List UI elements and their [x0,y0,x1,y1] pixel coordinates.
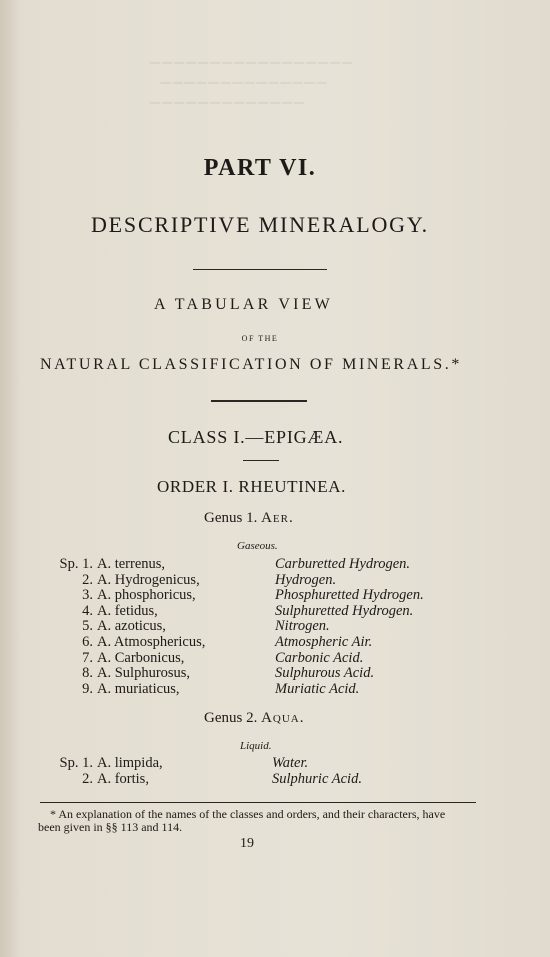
species-number: 2. [82,571,93,588]
species-number: Sp. 1. [59,556,93,572]
species-latin: A. fetidus, [97,602,158,619]
species-english: Water. [272,755,309,771]
species-number: 2. [82,771,93,787]
divider-rule [211,400,307,402]
state-label: Gaseous. [237,540,278,552]
species-english: Nitrogen. [275,618,330,635]
divider-rule [193,269,327,270]
species-english: Atmospheric Air. [275,634,373,650]
species-english: Sulphuric Acid. [272,771,362,787]
species-english: Sulphuretted Hydrogen. [275,602,414,619]
tabular-view-heading: A TABULAR VIEW [154,296,333,313]
species-english: Carburetted Hydrogen. [275,556,411,572]
species-latin: A. Hydrogenicus, [97,571,200,588]
species-english: Muriatic Acid. [275,680,360,697]
genus-name: Aer. [261,510,294,526]
species-number: 9. [82,680,93,697]
class-heading: CLASS I.—EPIGÆA. [168,427,344,447]
of-the-label: OF THE [241,334,279,343]
species-latin: A. fortis, [97,771,149,787]
show-through-text: ▔▔▔▔▔▔▔▔▔▔▔▔▔▔▔▔▔ ▔▔▔▔▔▔▔▔▔▔▔▔▔▔ ▔▔▔▔▔▔▔▔▔▔▔▔▔ [150,62,354,117]
species-number: 3. [82,587,93,604]
species-latin: A. Atmosphericus, [97,634,206,650]
footnote-line-2: been given in §§ 113 and 114. [38,820,183,834]
species-latin: A. phosphoricus, [97,587,196,604]
species-number: 5. [82,618,93,635]
genus-label: Genus 1. [204,510,258,526]
species-number: 4. [82,602,93,619]
species-list [40,756,480,796]
species-english: Sulphurous Acid. [275,665,375,682]
genus-heading [204,510,294,527]
part-subtitle: DESCRIPTIVE MINERALOGY. [90,212,429,237]
species-number: 6. [82,634,93,650]
genus-label: Genus 2. [204,710,258,726]
species-latin: A. muriaticus, [97,680,180,697]
footnote-rule [40,802,476,803]
order-heading: ORDER I. RHEUTINEA. [157,477,346,496]
part-title: PART VI. [203,155,317,181]
species-latin: A. Sulphurosus, [97,665,191,682]
classification-heading: NATURAL CLASSIFICATION OF MINERALS.* [40,356,462,373]
species-english: Hydrogen. [275,571,337,588]
page-number: 19 [240,836,254,851]
species-english: Carbonic Acid. [275,649,364,666]
state-label: Liquid. [240,740,272,752]
species-latin: A. terrenus, [97,556,166,572]
genus-name: Aqua. [261,710,305,726]
genus-heading [204,710,305,727]
footnote-line-1: * An explanation of the names of the classes and orders, and their characters, have [50,807,446,821]
species-latin: A. Carbonicus, [97,649,185,666]
species-number: Sp. 1. [59,755,93,771]
species-english: Phosphuretted Hydrogen. [275,587,424,604]
species-latin: A. limpida, [97,755,163,771]
species-number: 8. [82,665,93,682]
divider-rule [243,460,279,461]
species-list [40,557,480,707]
species-number: 7. [82,649,93,666]
species-latin: A. azoticus, [97,618,166,635]
